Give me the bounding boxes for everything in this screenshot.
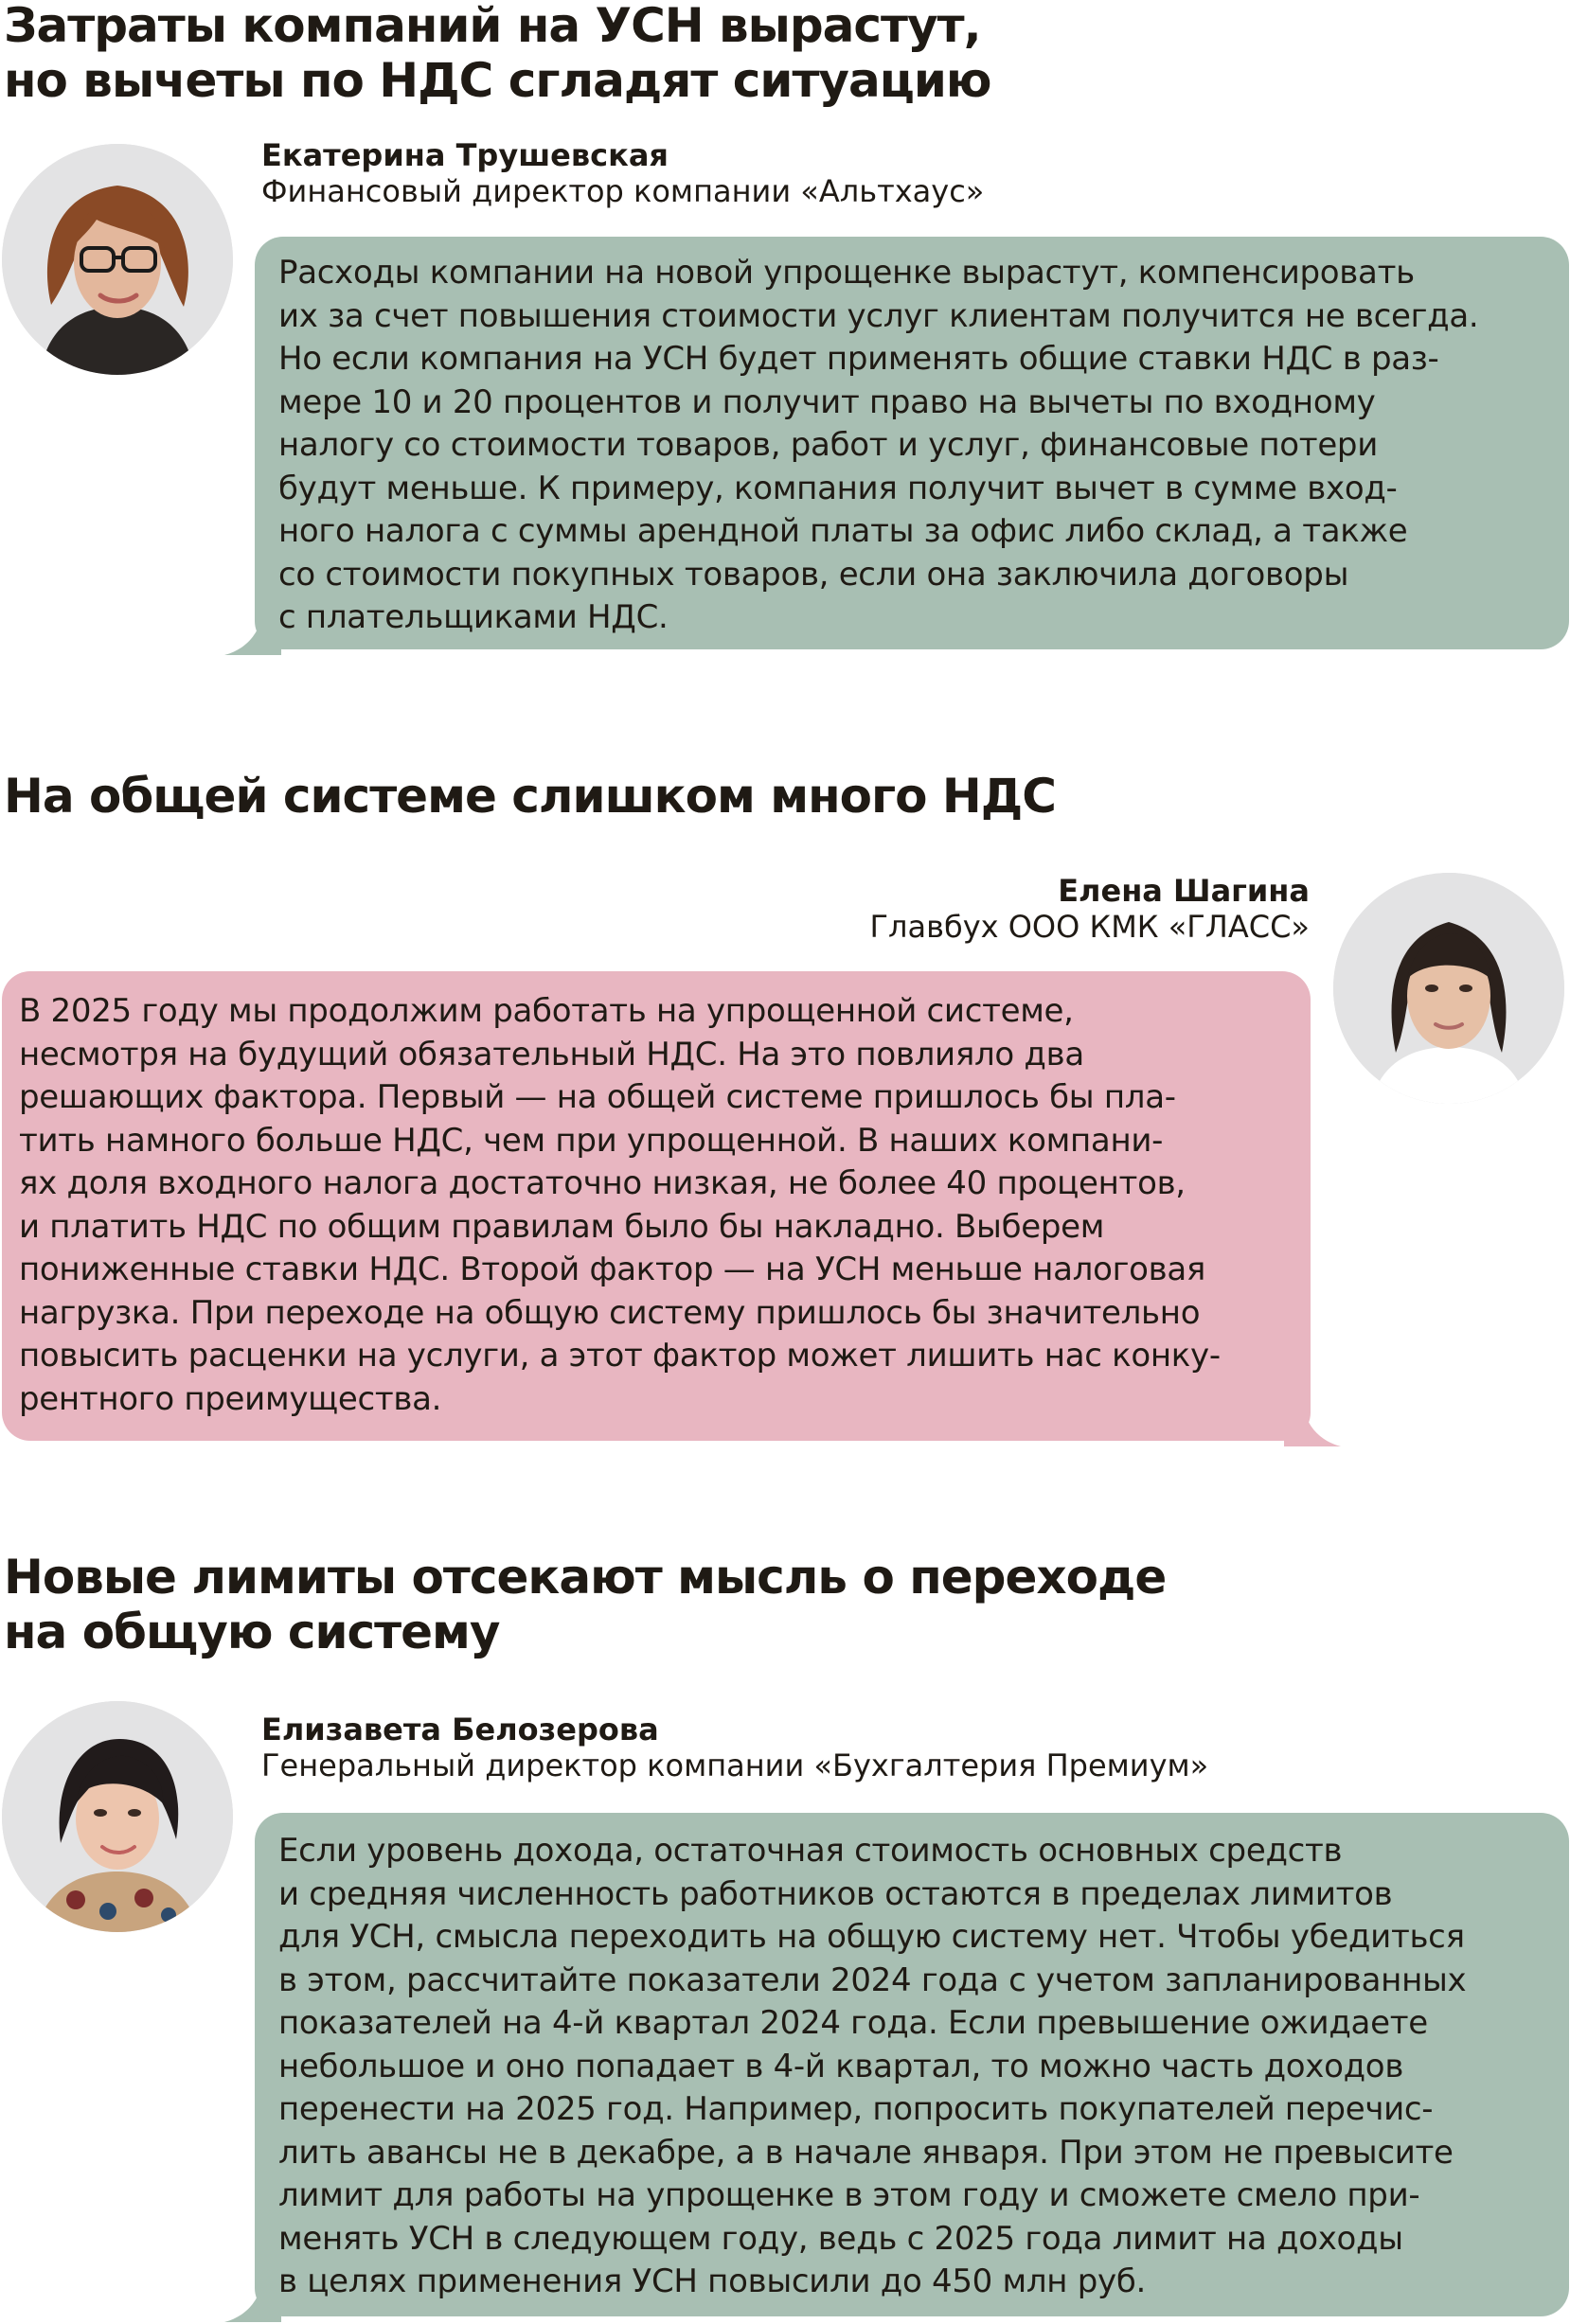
quote-2-line: повысить расценки на услуги, а этот фактор может лишить нас конку- [19,1337,1221,1375]
quote-2-line: тить намного больше НДС, чем при упрощенной. В наших компани- [19,1121,1164,1160]
avatar-ekaterina-trushevskaya [2,144,233,375]
quote-3-line: лимит для работы на упрощенке в этом году и сможете смело при- [278,2176,1420,2214]
quote-3-line: и средняя численность работников остаются в пределах лимитов [278,1874,1393,1913]
section-3-title-line-1: Новые лимиты отсекают мысль о переходе [4,1550,1167,1605]
quote-1-line: мере 10 и 20 процентов и получит право на вычеты по входному [278,382,1376,421]
speaker-3-role: Генеральный директор компании «Бухгалтерия Премиум» [261,1747,1209,1783]
quote-1-line: с плательщиками НДС. [278,598,669,636]
quote-bubble-1-tail [224,617,281,655]
quote-2-line: пониженные ставки НДС. Второй фактор — на УСН меньше налоговая [19,1251,1206,1288]
section-2-title-line-1: На общей системе слишком много НДС [4,769,1056,824]
quote-bubble-3-tail [224,2284,281,2322]
quote-1-line: ного налога с суммы арендной платы за офис либо склад, а также [278,512,1408,550]
section-1-title-line-1: Затраты компаний на УСН вырастут, [4,0,981,53]
section-2-title [4,769,1056,824]
speaker-3-name: Елизавета Белозерова [261,1712,659,1747]
quote-2-line: несмотря на будущий обязательный НДС. На это повлияло два [19,1035,1084,1073]
quote-1-line: со стоимости покупных товаров, если она заключила договоры [278,555,1349,594]
quote-2-line: решающих фактора. Первый — на общей системе пришлось бы пла- [19,1078,1176,1116]
section-3-title [4,1550,1166,1659]
quote-3-line: Если уровень дохода, остаточная стоимость основных средств [278,1832,1343,1870]
quote-3-line: в целях применения УСН повысили до 450 млн руб. [278,2262,1147,2300]
quote-1-line: будут меньше. К примеру, компания получит вычет в сумме вход- [278,469,1398,507]
quote-3-line: небольшое и оно попадает в 4-й квартал, то можно часть доходов [278,2047,1404,2085]
avatar-elena-shagina [1333,873,1564,1104]
quote-bubble-3 [255,1813,1569,2316]
quote-3-line: лить авансы не в декабре, а в начале января. При этом не превысите [278,2133,1454,2172]
section-3-title-line-2: на общую систему [4,1605,500,1659]
quote-bubble-2-tail [1284,1409,1341,1446]
avatar-elizaveta-belozerova [2,1701,233,1932]
quote-3-line: менять УСН в следующем году, ведь с 2025 года лимит на доходы [278,2219,1403,2258]
quote-1-line: Но если компания на УСН будет применять общие ставки НДС в раз- [278,340,1439,378]
quote-3-line: в этом, рассчитайте показатели 2024 года с учетом запланированных [278,1960,1467,1999]
speaker-2-role: Главбух ООО КМК «ГЛАСС» [869,909,1310,945]
quote-2-line: рентного преимущества. [19,1379,442,1418]
quote-2-line: нагрузка. При переходе на общую систему пришлось бы значительно [19,1293,1201,1332]
quote-3-line: перенести на 2025 год. Например, попросить покупателей перечис- [278,2090,1434,2128]
speaker-1-name: Екатерина Трушевская [261,137,669,173]
quote-1-line: Расходы компании на новой упрощенке вырастут, компенсировать [278,254,1415,292]
quote-3-line: для УСН, смысла переходить на общую систему нет. Чтобы убедиться [278,1918,1465,1956]
quote-1-line: их за счет повышения стоимости услуг клиентам получится не всегда. [278,296,1479,335]
quote-3-line: показателей на 4-й квартал 2024 года. Если превышение ожидаете [278,2004,1428,2042]
quote-bubble-2 [2,971,1311,1441]
quote-bubble-1 [255,237,1569,649]
quote-2-line: и платить НДС по общим правилам было бы накладно. Выберем [19,1207,1105,1246]
quote-2-line: ях доля входного налога достаточно низкая, не более 40 процентов, [19,1164,1186,1202]
section-1-title-line-2: но вычеты по НДС сгладят ситуацию [4,53,991,108]
quote-2-line: В 2025 году мы продолжим работать на упрощенной системе, [19,992,1074,1030]
quote-1-line: налогу со стоимости товаров, работ и услуг, финансовые потери [278,426,1379,464]
speaker-2-name: Елена Шагина [1058,873,1310,909]
speaker-1-role: Финансовый директор компании «Альтхаус» [261,173,985,209]
section-1-title [4,0,990,108]
